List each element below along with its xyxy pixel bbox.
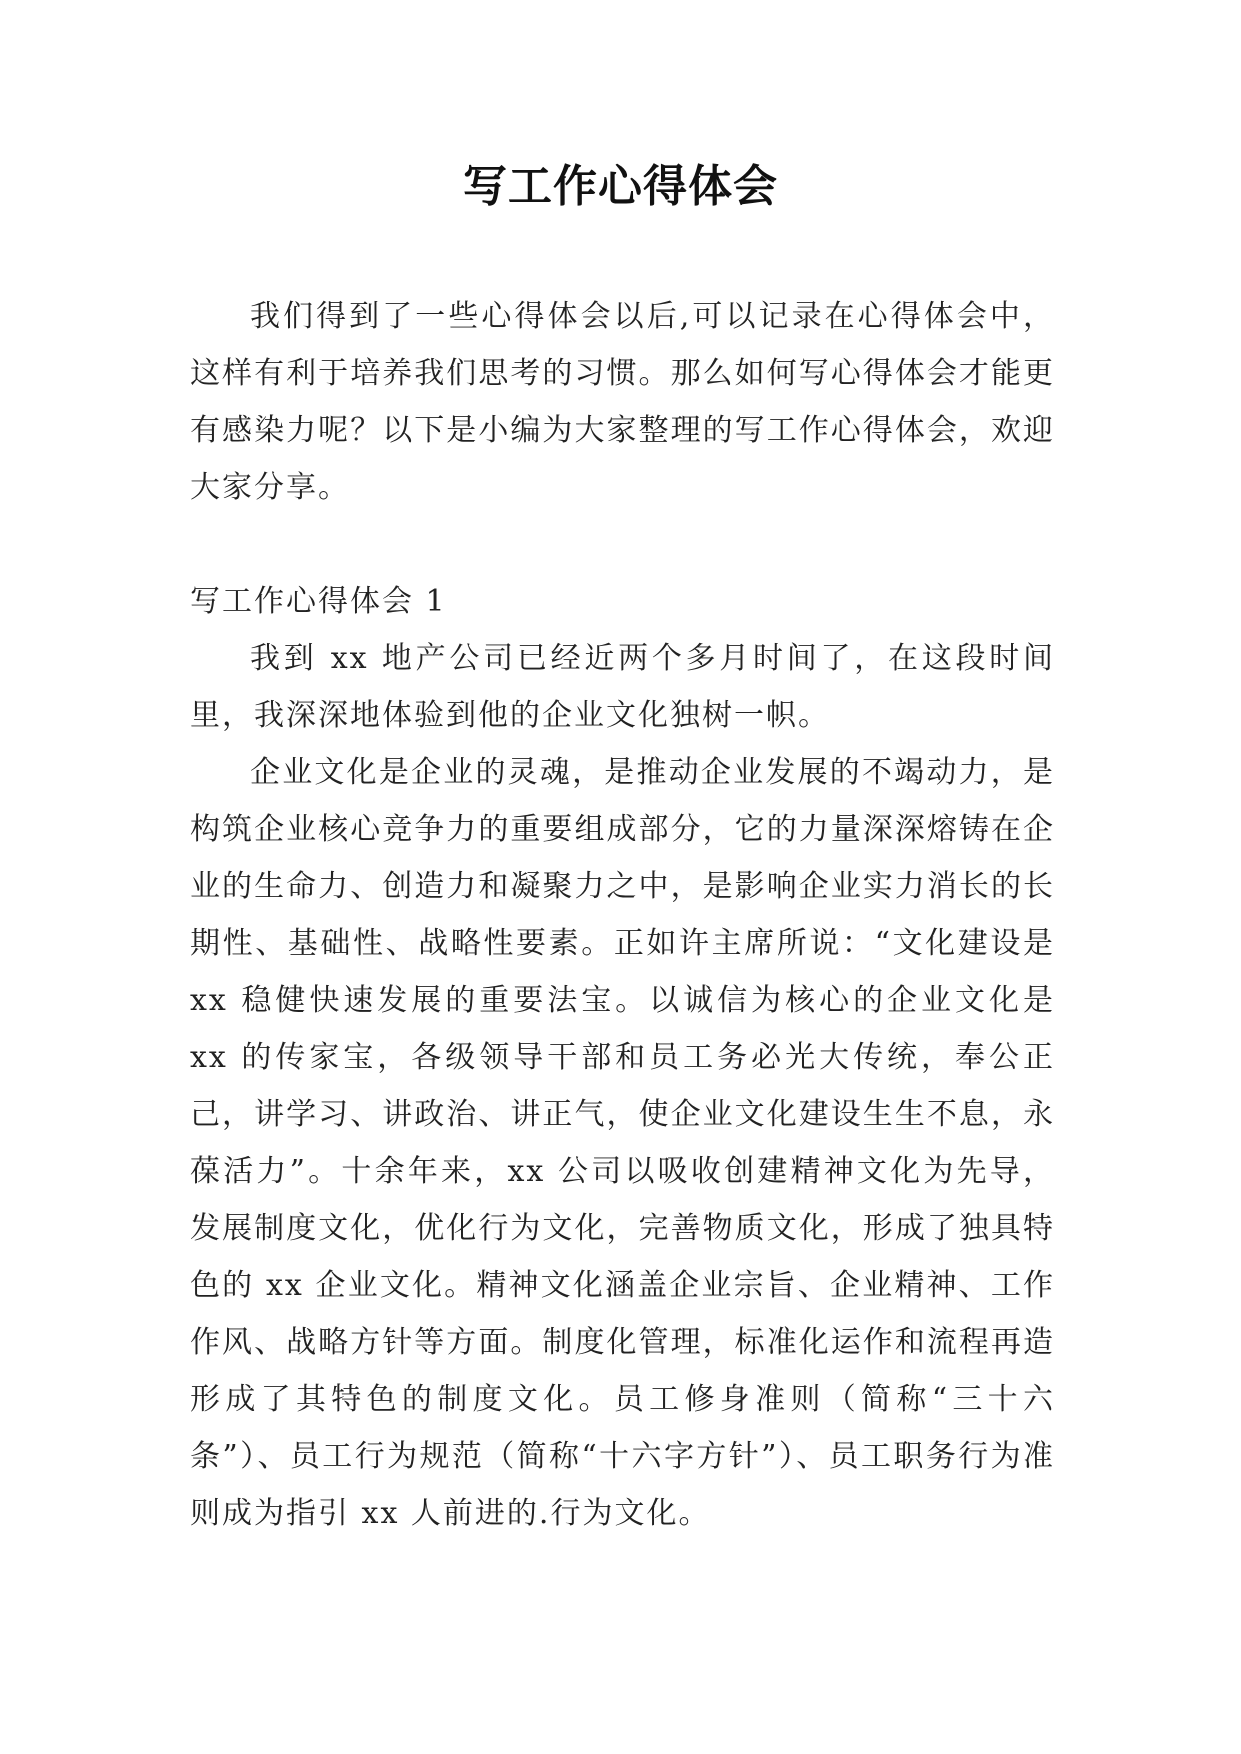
document-title: 写工作心得体会 [463,161,778,212]
body-paragraph: 我到 xx 地产公司已经近两个多月时间了，在这段时间里，我深深地体验到他的企业文化独树一帜。 [190,641,1055,733]
document-body [190,288,1055,1542]
section-heading: 写工作心得体会 1 [190,584,447,619]
body-paragraph: 企业文化是企业的灵魂，是推动企业发展的不竭动力，是构筑企业核心竞争力的重要组成部分，它的力量深深熔铸在企业的生命力、创造力和凝聚力之中，是影响企业实力消长的长期性、基础性、战略性要素。正如许主席所说：“文化建设是 xx 稳健快速发展的重要法宝。以诚信为核心的企业文化是 xx 的传家宝，各级领导干部和员工务必光大传统，奉公正己，讲学习、讲政治、讲正气，使企业文化建设生生不息，永葆活力”。十余年来，xx 公司以吸收创建精神文化为先导，发展制度文化，优化行为文化，完善物质文化，形成了独具特色的 xx 企业文化。精神文化涵盖企业宗旨、企业精神、工作作风、战略方针等方面。制度化管理，标准化运作和流程再造形成了其特色的制度文化。员工修身准则（简称“三十六条”）、员工行为规范（简称“十六字方针”）、员工职务行为准则成为指引 xx 人前进的.行为文化。 [190,755,1055,1531]
intro-paragraph: 我们得到了一些心得体会以后,可以记录在心得体会中，这样有利于培养我们思考的习惯。那么如何写心得体会才能更有感染力呢？以下是小编为大家整理的写工作心得体会，欢迎大家分享。 [190,299,1055,505]
